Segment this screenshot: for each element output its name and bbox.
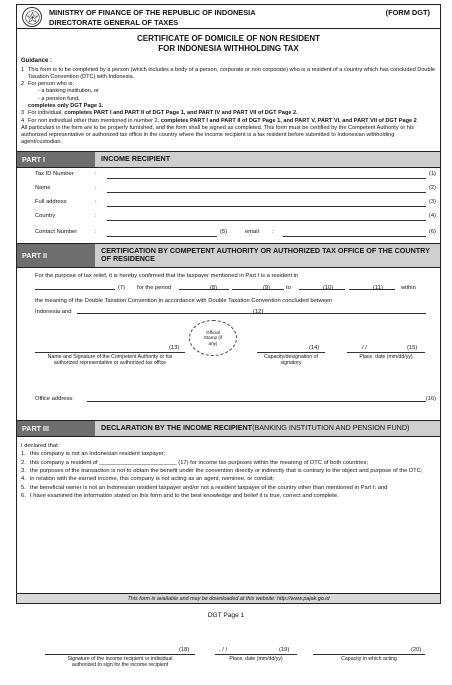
guidance-heading: Guidance : [21, 58, 53, 65]
field-label: Full address [35, 199, 67, 206]
field-colon: : [95, 199, 97, 206]
declaration-item-number: 6. [21, 493, 26, 500]
guidance-item-text: For individual, [28, 110, 65, 117]
official-stamp-area [189, 320, 237, 356]
num-15: (15) [407, 344, 418, 351]
residency-statement: For the purpose of tax relief, it is hereby confirmed that the taxpayer mentioned in Part I is a resident in [35, 272, 299, 279]
guidance-item-number: 2 [21, 81, 25, 88]
download-note: This form is available and may be downloaded at this website: http://www.pajak.go.id [17, 593, 440, 603]
full-address-field[interactable] [17, 196, 440, 210]
part3-body [17, 437, 440, 685]
num-20: (20) [411, 646, 422, 653]
capacity-caption-line: Capacity/designation of [264, 353, 318, 360]
part3-title-main: DECLARATION BY THE INCOME RECIPIENT [101, 423, 253, 433]
period-end-blank[interactable] [299, 289, 345, 290]
part2-label: PART II [17, 244, 95, 267]
guidance-closing: All particulars in the form are to be properly furnished, and the form shall be signed as completed. This form must be certified by the Competent Authority or his authorized representative or authorized tax office in the country where the income recipient is a tax resident before submitted to Indonesian withholding agent/custodian. [21, 124, 414, 146]
num-13: (13) [169, 344, 180, 351]
num-18: (18) [179, 646, 190, 653]
field-line[interactable] [107, 206, 426, 207]
capacity-caption-line: signatory [280, 360, 302, 367]
declaration-item-text: the beneficial owner is not an Indonesian resident taxpayer and/or not a resident taxpayer of the country other than mentioned in Part I; and [30, 484, 388, 491]
signature-caption [35, 354, 185, 367]
field-line[interactable] [107, 178, 426, 179]
num-10: (10) [323, 284, 334, 291]
field-colon: : [95, 229, 97, 236]
part1-title: INCOME RECIPIENT [95, 152, 440, 167]
guidance-item [21, 118, 436, 125]
office-address-line[interactable] [87, 401, 426, 402]
declaration-item [21, 484, 434, 492]
guidance-item [21, 81, 436, 88]
place-date-caption: Place, date (mm/dd/yy) [359, 353, 413, 360]
guidance-item [21, 67, 436, 82]
guidance-item-number: 1 [21, 66, 25, 73]
num-8: (8) [210, 284, 218, 291]
recipient-signature-caption-line: authorized to sign for the income recipient [71, 662, 169, 669]
part3-label: PART III [17, 421, 95, 436]
ministry-name: MINISTRY OF FINANCE OF THE REPUBLIC OF INDONESIA [49, 8, 256, 17]
form-title [17, 34, 440, 53]
declaration-item-text: this company is not an Indonesian resident taxpayer; [30, 451, 166, 458]
declaration-item-text: in relation with the earned income, this company is not acting as an agent, nominee, or conduit; [30, 476, 275, 483]
recipient-signature-caption-line: Signature of the income recipient or individual [67, 655, 173, 662]
contact-number-line[interactable] [107, 236, 217, 237]
part3-header [17, 420, 440, 437]
recipient-place-date-caption: Place, date (mm/dd/yy) [229, 655, 283, 662]
period-label: for the period [137, 284, 172, 291]
field-colon: : [95, 213, 97, 220]
declaration-item [21, 467, 434, 475]
email-line[interactable] [283, 236, 426, 237]
declaration-item-text: this company a resident of ________________________ (17) for income tax purposes within the meaning of DTC of both countries; [30, 459, 369, 466]
stamp-text: Stamp (if [203, 335, 223, 341]
guidance-subitem-text: completes only DGT Page 1. [28, 103, 104, 110]
form-title-line1: CERTIFICATE OF DOMICILE OF NON RESIDENT [137, 34, 320, 43]
field-label: Country [35, 213, 56, 220]
declaration-item-number: 3. [21, 468, 26, 475]
contact-number-num: (5) [220, 229, 228, 236]
page-label: DGT Page 1 [207, 612, 245, 619]
email-label: email [245, 229, 259, 236]
stamp-text: any) [208, 340, 218, 346]
guidance-item-emphasis: completes PART I and PART II of DGT Page 1, and PART V, PART VI, and PART VII of DGT Page 2 [160, 117, 417, 124]
part2-body [17, 268, 440, 420]
num-19: (19) [279, 646, 290, 653]
period-year-blank[interactable] [349, 289, 395, 290]
recipient-capacity-line[interactable] [313, 654, 425, 655]
field-number: (3) [428, 199, 436, 206]
date-slashes: / / [362, 344, 367, 351]
dtc-statement: the meaning of the Double Taxation Convention in accordance with Double Taxation Convention concluded between [35, 297, 333, 304]
declaration-item-number: 2. [21, 459, 26, 466]
ministry-emblem-icon [22, 7, 42, 27]
part3-title-suffix: (BANKING INSTITUTION AND PENSION FUND) [252, 423, 410, 433]
declaration-item [21, 475, 434, 483]
num-9: (9) [263, 284, 271, 291]
guidance-item-number: 4 [21, 117, 25, 124]
period-start-blank[interactable] [179, 289, 229, 290]
stamp-text: Official [206, 329, 220, 335]
name-field[interactable] [17, 182, 440, 196]
num-11: (11) [373, 284, 383, 291]
guidance-item-text: For non individual other than mentioned in number 2, [28, 117, 161, 124]
field-label: Tax ID Number [35, 171, 74, 178]
num-14: (14) [309, 344, 320, 351]
recipient-signature-line[interactable] [45, 654, 195, 655]
date-slashes: , / / [219, 646, 228, 653]
treaty-country-blank[interactable] [77, 313, 426, 314]
field-label: Name [35, 185, 51, 192]
guidance-item-number: 3 [21, 110, 25, 117]
period-mid-blank[interactable] [232, 289, 284, 290]
guidance-item [21, 110, 436, 117]
num-12: (12) [253, 308, 264, 315]
declaration-item-number: 1. [21, 451, 26, 458]
declaration-item-text: the purposes of the transaction is not to obtain the benefit under the convention directly or indirectly that is contrary to the object and purpose of the DTC; [30, 468, 423, 475]
field-colon: : [95, 171, 97, 178]
field-line[interactable] [107, 192, 426, 193]
declaration-list [21, 442, 434, 501]
form-header [17, 5, 440, 29]
field-number: (1) [428, 171, 436, 178]
form-tag: (FORM DGT) [385, 8, 430, 17]
guidance-subitem [21, 96, 436, 103]
field-line[interactable] [107, 220, 426, 221]
issuer-block [49, 8, 256, 27]
field-number: (4) [428, 213, 436, 220]
declaration-item [21, 492, 434, 500]
dgt-form [16, 4, 441, 669]
declaration-item [21, 459, 434, 467]
part2-title: CERTIFICATION BY COMPETENT AUTHORITY OR AUTHORIZED TAX OFFICE OF THE COUNTRY OF RESIDENCE [95, 244, 440, 267]
signature-line[interactable] [35, 352, 185, 353]
declaration-item-number: 5. [21, 484, 26, 491]
declaration-item-number: 4. [21, 476, 26, 483]
recipient-capacity-caption: Capacity in which acting [341, 655, 397, 662]
part3-title [95, 421, 440, 436]
declaration-item-text: I have examined the information stated on this form and to the best knowledge and belief it is true, correct and complete. [30, 493, 339, 500]
field-colon: : [95, 185, 97, 192]
declaration-item [21, 450, 434, 458]
part1-label: PART I [17, 152, 95, 167]
tax-id-field[interactable] [17, 168, 440, 182]
guidance-subitem [21, 103, 436, 110]
guidance-item-emphasis: completes PART I and PART II of DGT Page 1, and PART IV and PART VII of DGT Page 2. [64, 110, 298, 117]
guidance-subitem [21, 88, 436, 95]
part2-header [17, 243, 440, 268]
num-16: (16) [425, 395, 436, 402]
country-blank[interactable] [35, 289, 115, 290]
office-address-label: Office address: [35, 395, 74, 402]
directorate-name: DIRECTORATE GENERAL OF TAXES [49, 17, 179, 27]
guidance-item-text: This form is to be completed by a person (which includes a body of a person, corporate or non corporate) who is a resident of a country which has concluded Double Taxation Convention (DTC) with Indonesia. [28, 66, 436, 80]
guidance-section [17, 58, 440, 146]
indonesia-and-label: Indonesia and [35, 308, 72, 315]
to-label: to [286, 284, 291, 291]
guidance-subitem-text: - a pension fund, [38, 95, 80, 102]
field-number: (2) [428, 185, 436, 192]
contact-number-label: Contact Number [35, 229, 78, 236]
part1-header [17, 151, 440, 168]
part1-fields [17, 168, 440, 240]
email-colon: : [272, 229, 274, 236]
within-label: within [401, 284, 416, 291]
guidance-item-text: For person who is: [28, 81, 75, 88]
form-title-line2: FOR INDONESIA WITHHOLDING TAX [158, 43, 299, 53]
signature-caption-line: authorized representative or authorized tax office [53, 360, 167, 367]
capacity-caption [253, 354, 329, 367]
recipient-signature-caption [45, 656, 195, 669]
country-field[interactable] [17, 210, 440, 224]
declaration-intro: I declared that: [21, 442, 60, 449]
num-7: (7) [118, 284, 126, 291]
guidance-subitem-text: - a banking institution, or [38, 88, 99, 95]
email-num: (6) [428, 229, 436, 236]
contact-row [17, 224, 440, 240]
signature-caption-line: Name and Signature of the Competent Authority or his [47, 353, 173, 360]
